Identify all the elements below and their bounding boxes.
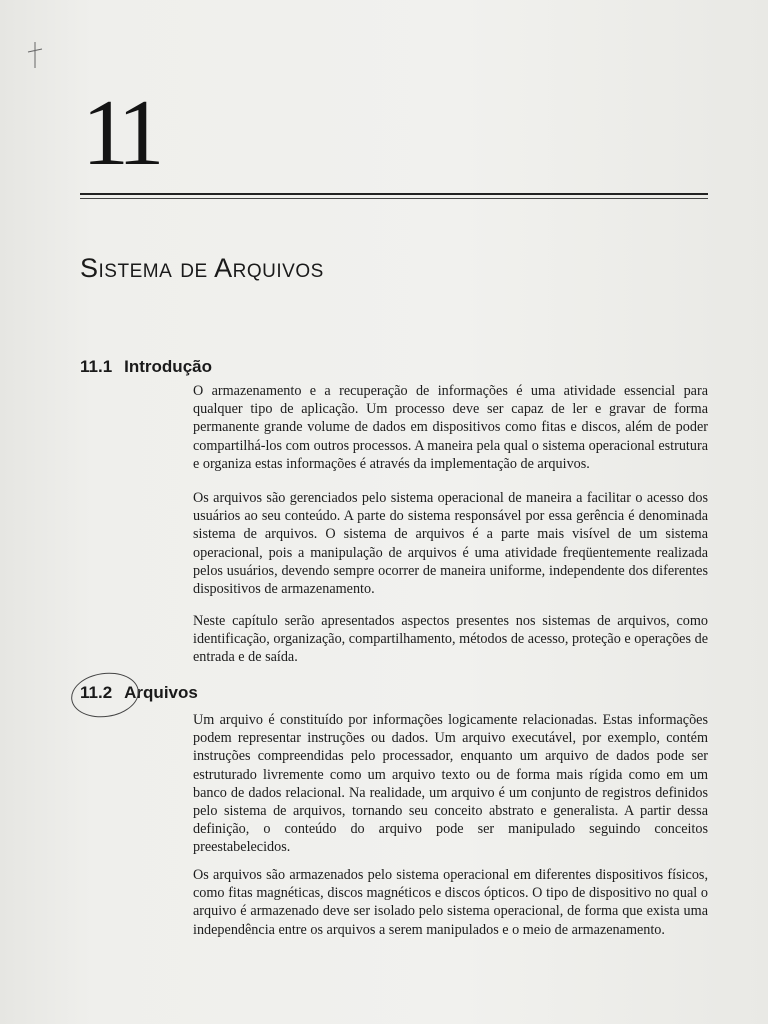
paragraph: Os arquivos são gerenciados pelo sistema operacional de maneira a facilitar o acesso dos usuários ao seu conteúdo. A parte do sistema responsável por essa gerência é denominada sistema de arquivos. O sistema de arquivos é a parte mais visível de um sistema operacional, pois a manipulação de arquivos é uma atividade freqüentemente realizada pelos usuários, devendo sempre ocorrer de maneira uniforme, independente dos diferentes dispositivos de armazenamento. <box>193 490 708 598</box>
chapter-rule-thin <box>80 198 708 199</box>
section-number: 11.1 <box>80 357 113 376</box>
section-number-circled: 11.2 <box>80 683 113 702</box>
chapter-rule <box>80 193 708 195</box>
section-title: Introdução <box>124 357 212 376</box>
chapter-title: Sistema de Arquivos <box>80 253 324 283</box>
section-title: Arquivos <box>124 683 198 702</box>
chapter-number: 11 <box>82 81 157 185</box>
section-heading-arquivos <box>80 683 198 703</box>
paragraph: O armazenamento e a recuperação de informações é uma atividade essencial para qualquer tipo de aplicação. Um processo deve ser capaz de ler e gravar de forma permanente grande volume de dados em dispositivos como fitas e discos, além de poder compartilhá-los com outros processos. A maneira pela qual o sistema operacional estrutura e organiza estas informações é através da implementação de arquivos. <box>193 383 708 472</box>
paragraph: Neste capítulo serão apresentados aspectos presentes nos sistemas de arquivos, como identificação, organização, compartilhamento, métodos de acesso, proteção e operações de entrada e de saída. <box>193 613 708 666</box>
paragraph: Os arquivos são armazenados pelo sistema operacional em diferentes dispositivos físicos, como fitas magnéticas, discos magnéticos e discos ópticos. O tipo de dispositivo no qual o arquivo é armazenado deve ser isolado pelo sistema operacional, de forma que exista uma independência entre os arquivos a serem manipulados e o meio de armazenamento. <box>193 867 708 938</box>
section-heading-introducao <box>80 357 212 377</box>
pencil-mark-icon <box>26 40 44 70</box>
paragraph: Um arquivo é constituído por informações logicamente relacionadas. Estas informações podem representar instruções ou dados. Um arquivo executável, por exemplo, contém instruções compreendidas pelo processador, enquanto um arquivo de dados pode ser estruturado livremente como um arquivo texto ou de forma mais rígida como em um banco de dados relacional. Na realidade, um arquivo é um conjunto de registros definidos pelo sistema de arquivos, tornando seu conceito abstrato e generalista. A partir dessa definição, o conteúdo do arquivo pode ser manipulado seguindo conceitos preestabelecidos. <box>193 712 708 856</box>
